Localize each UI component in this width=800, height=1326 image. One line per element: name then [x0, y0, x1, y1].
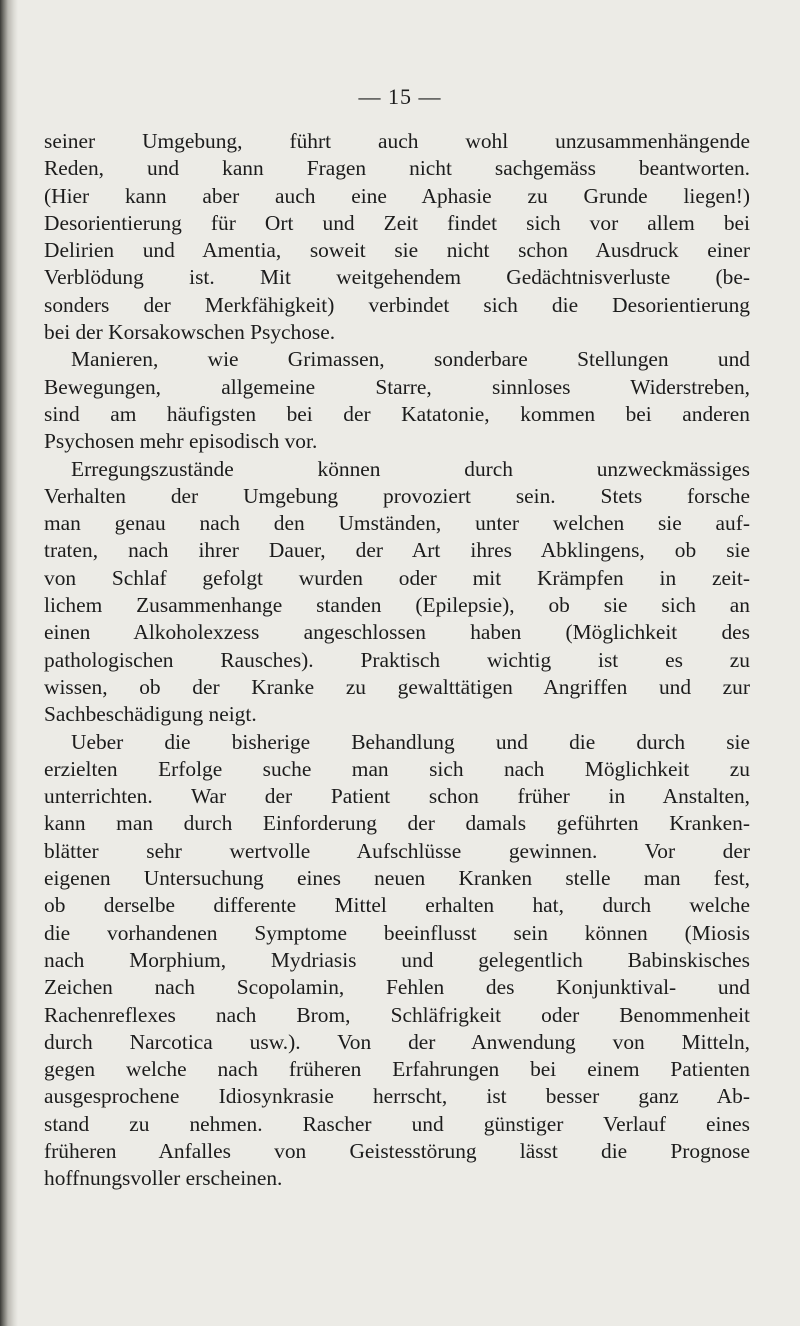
text-line: bei der Korsakowschen Psychose. [44, 320, 336, 345]
text-line: früheren Anfalles von Geistesstörung lässt die Prognose [44, 1138, 750, 1163]
body-text [44, 128, 750, 1193]
text-line: Desorientierung für Ort und Zeit findet sich vor allem bei [44, 210, 750, 235]
text-line: Manieren, wie Grimassen, sonderbare Stellungen und [71, 347, 750, 372]
text-line: die vorhandenen Symptome beeinflusst sein können (Miosis [44, 920, 750, 945]
text-line: gegen welche nach früheren Erfahrungen bei einem Patienten [44, 1057, 750, 1082]
text-line: Verhalten der Umgebung provoziert sein. Stets forsche [44, 483, 750, 508]
page-gutter-shadow [0, 0, 18, 1326]
text-line: Verblödung ist. Mit weitgehendem Gedächtnisverluste (be- [44, 265, 750, 290]
text-line: sind am häufigsten bei der Katatonie, kommen bei anderen [44, 401, 750, 426]
text-line: ob derselbe differente Mittel erhalten hat, durch welche [44, 893, 750, 918]
text-line: seiner Umgebung, führt auch wohl unzusammenhängende [44, 129, 750, 153]
text-line: nach Morphium, Mydriasis und gelegentlich Babinskisches [44, 947, 750, 972]
text-line: Ueber die bisherige Behandlung und die durch sie [71, 729, 750, 754]
text-line: pathologischen Rausches). Praktisch wichtig ist es zu [44, 647, 750, 672]
text-line: sonders der Merkfähigkeit) verbindet sich die Desorientierung [44, 292, 750, 317]
text-line: Delirien und Amentia, soweit sie nicht schon Ausdruck einer [44, 238, 750, 263]
text-line: Reden, und kann Fragen nicht sachgemäss beantworten. [44, 156, 750, 181]
text-line: traten, nach ihrer Dauer, der Art ihres Abklingens, ob sie [44, 538, 750, 563]
text-line: von Schlaf gefolgt wurden oder mit Krämpfen in zeit- [44, 565, 750, 590]
text-line: Rachenreflexes nach Brom, Schläfrigkeit oder Benommenheit [44, 1002, 750, 1027]
text-line: kann man durch Einforderung der damals geführten Kranken- [44, 811, 750, 836]
text-line: durch Narcotica usw.). Von der Anwendung von Mitteln, [44, 1029, 750, 1054]
text-line: man genau nach den Umständen, unter welchen sie auf- [44, 511, 750, 536]
text-line: Psychosen mehr episodisch vor. [44, 429, 318, 454]
text-line: unterrichten. War der Patient schon früher in Anstalten, [44, 784, 750, 809]
text-line: wissen, ob der Kranke zu gewalttätigen Angriffen und zur [44, 674, 750, 699]
page-number: — 15 — [358, 84, 442, 109]
text-line: erzielten Erfolge suche man sich nach Möglichkeit zu [44, 756, 750, 781]
text-line: stand zu nehmen. Rascher und günstiger Verlauf eines [44, 1111, 750, 1136]
text-line: einen Alkoholexzess angeschlossen haben (Möglichkeit des [44, 620, 750, 645]
text-line: (Hier kann aber auch eine Aphasie zu Grunde liegen!) [44, 183, 750, 208]
text-line: Bewegungen, allgemeine Starre, sinnloses Widerstreben, [44, 374, 750, 399]
text-line: lichem Zusammenhange standen (Epilepsie), ob sie sich an [44, 593, 750, 618]
text-line: hoffnungsvoller erscheinen. [44, 1166, 283, 1191]
text-line: ausgesprochene Idiosynkrasie herrscht, ist besser ganz Ab- [44, 1084, 750, 1109]
text-line: Sachbeschädigung neigt. [44, 702, 257, 727]
text-line: Erregungszustände können durch unzweckmässiges [71, 456, 750, 481]
text-line: eigenen Untersuchung eines neuen Kranken stelle man fest, [44, 866, 750, 891]
text-line: blätter sehr wertvolle Aufschlüsse gewinnen. Vor der [44, 838, 750, 863]
text-line: Zeichen nach Scopolamin, Fehlen des Konjunktival- und [44, 975, 750, 1000]
